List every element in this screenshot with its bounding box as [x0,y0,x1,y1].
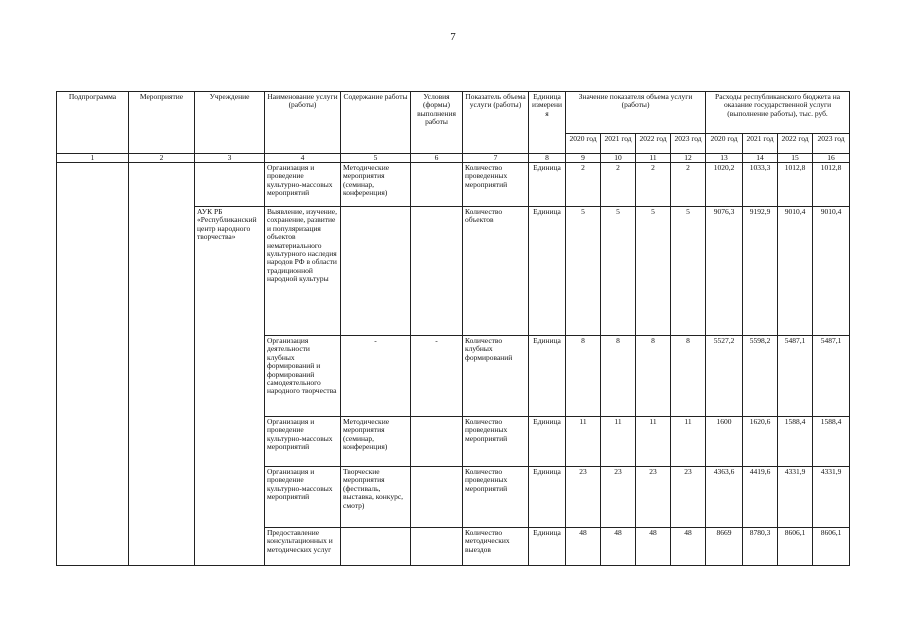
header-conditions: Условия (формы) выполнения работы [411,92,463,154]
conditions-cell [411,207,463,336]
unit-cell: Единица [529,467,566,528]
header-year: 2020 год [706,134,743,154]
conditions-cell: - [411,336,463,417]
value-cell: 2 [671,163,706,207]
value-cell: 8 [601,336,636,417]
column-number: 16 [813,154,850,163]
column-number: 9 [566,154,601,163]
value-cell: 48 [601,528,636,566]
table-row [57,163,850,207]
value-cell: 11 [601,417,636,467]
expense-cell: 1012,8 [813,163,850,207]
value-cell: 48 [566,528,601,566]
column-number: 8 [529,154,566,163]
value-cell: 8 [671,336,706,417]
expense-cell: 1033,3 [743,163,778,207]
header-year: 2023 год [813,134,850,154]
column-number: 14 [743,154,778,163]
expense-cell: 1600 [706,417,743,467]
content-cell: Методические мероприятия (семинар, конференция) [341,163,411,207]
indicator-cell: Количество методических выездов [463,528,529,566]
expense-cell: 5527,2 [706,336,743,417]
column-number: 11 [636,154,671,163]
expense-cell: 8669 [706,528,743,566]
value-cell: 8 [636,336,671,417]
indicator-cell: Количество объектов [463,207,529,336]
expense-cell: 4363,6 [706,467,743,528]
value-cell: 11 [636,417,671,467]
expense-cell: 1012,8 [778,163,813,207]
services-table [56,91,850,566]
column-number: 4 [265,154,341,163]
unit-cell: Единица [529,336,566,417]
indicator-cell: Количество проведенных мероприятий [463,163,529,207]
header-institution: Учреждение [195,92,265,154]
header-year: 2020 год [566,134,601,154]
expense-cell: 4331,9 [778,467,813,528]
header-content: Содержание работы [341,92,411,154]
column-number: 13 [706,154,743,163]
header-expenses-group: Расходы республиканского бюджета на оказание государственной услуги (выполнение работы), тыс. руб. [706,92,850,134]
value-cell: 23 [601,467,636,528]
content-cell: Творческие мероприятия (фестиваль, выставка, конкурс, смотр) [341,467,411,528]
expense-cell: 1588,4 [813,417,850,467]
value-cell: 2 [566,163,601,207]
conditions-cell [411,467,463,528]
header-year: 2022 год [636,134,671,154]
value-cell: 23 [671,467,706,528]
indicator-cell: Количество проведенных мероприятий [463,467,529,528]
column-number: 6 [411,154,463,163]
column-number: 10 [601,154,636,163]
unit-cell: Единица [529,207,566,336]
expense-cell: 8780,3 [743,528,778,566]
expense-cell: 5487,1 [778,336,813,417]
content-cell [341,528,411,566]
header-values-group: Значение показателя объема услуги (работы) [566,92,706,134]
value-cell: 5 [566,207,601,336]
header-service-name: Наименование услуги (работы) [265,92,341,154]
column-number: 1 [57,154,129,163]
value-cell: 5 [601,207,636,336]
value-cell: 48 [671,528,706,566]
value-cell: 23 [566,467,601,528]
header-event: Мероприятие [129,92,195,154]
unit-cell: Единица [529,163,566,207]
value-cell: 5 [671,207,706,336]
value-cell: 2 [636,163,671,207]
content-cell: - [341,336,411,417]
column-number: 12 [671,154,706,163]
header-unit: Единица измерения [529,92,566,154]
expense-cell: 5487,1 [813,336,850,417]
expense-cell: 8606,1 [813,528,850,566]
service-cell: Выявление, изучение, сохранение, развитие и популяризация объектов нематериального культурного наследия народов РФ в области традиционной народной культуры [265,207,341,336]
conditions-cell [411,528,463,566]
subprogram-cell [57,163,129,566]
column-number: 3 [195,154,265,163]
institution-cell: АУК РБ «Республиканский центр народного творчества» [195,207,265,566]
header-year: 2022 год [778,134,813,154]
indicator-cell: Количество проведенных мероприятий [463,417,529,467]
content-cell: Методические мероприятия (семинар, конференция) [341,417,411,467]
expense-cell: 5598,2 [743,336,778,417]
service-cell: Предоставление консультационных и методических услуг [265,528,341,566]
value-cell: 48 [636,528,671,566]
column-numbers-row [57,154,850,163]
header-subprogram: Подпрограмма [57,92,129,154]
indicator-cell: Количество клубных формирований [463,336,529,417]
expense-cell: 9010,4 [778,207,813,336]
expense-cell: 9076,3 [706,207,743,336]
value-cell: 23 [636,467,671,528]
value-cell: 8 [566,336,601,417]
value-cell: 11 [566,417,601,467]
expense-cell: 1620,6 [743,417,778,467]
value-cell: 2 [601,163,636,207]
service-cell: Организация и проведение культурно-массовых мероприятий [265,467,341,528]
conditions-cell [411,163,463,207]
expense-cell: 9010,4 [813,207,850,336]
column-number: 2 [129,154,195,163]
header-year: 2023 год [671,134,706,154]
unit-cell: Единица [529,417,566,467]
event-cell [129,163,195,566]
service-cell: Организация и проведение культурно-массовых мероприятий [265,417,341,467]
value-cell: 11 [671,417,706,467]
conditions-cell [411,417,463,467]
column-number: 15 [778,154,813,163]
expense-cell: 4419,6 [743,467,778,528]
header-year: 2021 год [743,134,778,154]
expense-cell: 1588,4 [778,417,813,467]
page-number: 7 [450,31,456,43]
service-cell: Организация и проведение культурно-массовых мероприятий [265,163,341,207]
service-cell: Организация деятельности клубных формирований и формирований самодеятельного народного творчества [265,336,341,417]
expense-cell: 8606,1 [778,528,813,566]
value-cell: 5 [636,207,671,336]
content-cell [341,207,411,336]
expense-cell: 1020,2 [706,163,743,207]
expense-cell: 9192,9 [743,207,778,336]
unit-cell: Единица [529,528,566,566]
header-indicator: Показатель объема услуги (работы) [463,92,529,154]
institution-cell-empty [195,163,265,207]
column-number: 5 [341,154,411,163]
column-number: 7 [463,154,529,163]
header-year: 2021 год [601,134,636,154]
expense-cell: 4331,9 [813,467,850,528]
